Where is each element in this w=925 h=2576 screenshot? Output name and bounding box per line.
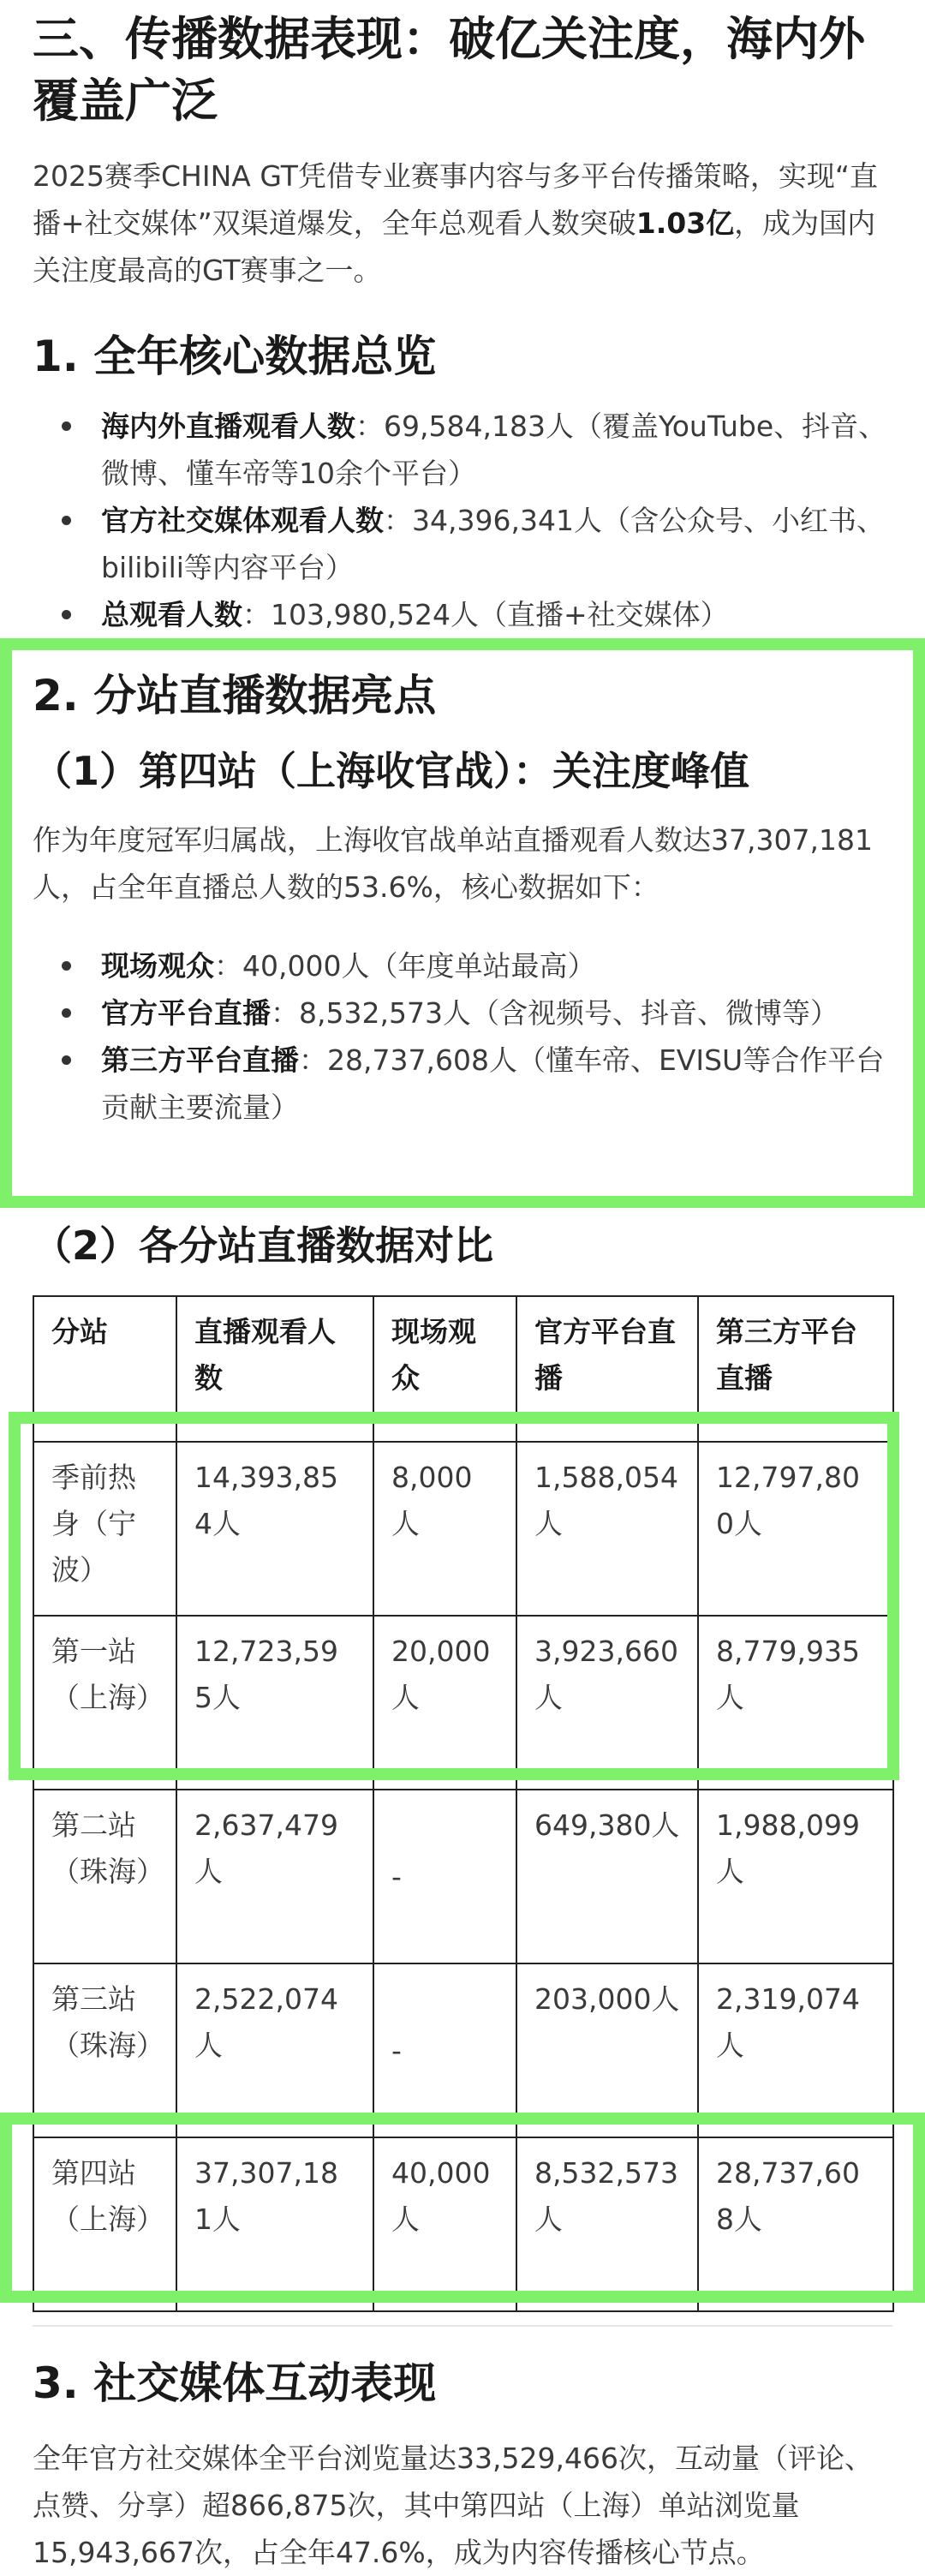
station4-subheading: （1）第四站（上海收官战）：关注度峰值 <box>33 748 750 794</box>
table-header-cell: 官方平台直播 <box>516 1296 698 1442</box>
table-cell: 2,637,479人 <box>176 1790 373 1963</box>
list-item: 现场观众：40,000人（年度单站最高） <box>0 942 925 989</box>
table-row <box>33 1790 893 1963</box>
total-viewers-highlight: 1.03亿 <box>636 206 735 240</box>
table-cell: 1,988,099人 <box>698 1790 893 1963</box>
table-cell: 第二站（珠海） <box>33 1790 176 1963</box>
table-cell: 12,723,595人 <box>176 1616 373 1790</box>
core-data-list <box>0 403 925 638</box>
table-header-row <box>33 1296 893 1442</box>
table-row <box>33 1963 893 2137</box>
table-cell: 第三站（珠海） <box>33 1963 176 2137</box>
table-cell: 8,000人 <box>373 1442 516 1616</box>
social-media-heading: 3. 社交媒体互动表现 <box>33 2358 437 2408</box>
station4-description: 作为年度冠军归属战，上海收官战单站直播观看人数达37,307,181人，占全年直播总人数的53.6%，核心数据如下： <box>33 823 873 904</box>
table-cell: 1,588,054人 <box>516 1442 698 1616</box>
table-header-cell: 分站 <box>33 1296 176 1442</box>
table-cell: 季前热身（宁波） <box>33 1442 176 1616</box>
section-title: 三、传播数据表现：破亿关注度，海内外覆盖广泛 <box>33 12 865 128</box>
table-cell: 37,307,181人 <box>176 2137 373 2311</box>
station-comparison-table <box>33 1295 894 2312</box>
section-divider <box>33 2325 892 2327</box>
list-item: 官方社交媒体观看人数：34,396,341人（含公众号、小红书、bilibili等内容平台） <box>0 497 925 591</box>
list-item: 第三方平台直播：28,737,608人（懂车帝、EVISU等合作平台贡献主要流量） <box>0 1037 925 1131</box>
table-cell: 第四站（上海） <box>33 2137 176 2311</box>
table-cell: 3,923,660人 <box>516 1616 698 1790</box>
table-cell: 649,380人 <box>516 1790 698 1963</box>
list-item: 海内外直播观看人数：69,584,183人（覆盖YouTube、抖音、微博、懂车帝等10余个平台） <box>0 403 925 497</box>
station-highlights-heading: 2. 分站直播数据亮点 <box>33 671 437 720</box>
table-row <box>33 1616 893 1790</box>
table-row <box>33 2137 893 2311</box>
table-cell: 2,319,074人 <box>698 1963 893 2137</box>
table-header-cell: 直播观看人数 <box>176 1296 373 1442</box>
table-row <box>33 1442 893 1616</box>
table-cell: 2,522,074人 <box>176 1963 373 2137</box>
list-item: 总观看人数：103,980,524人（直播+社交媒体） <box>0 591 925 638</box>
table-header-cell: 第三方平台直播 <box>698 1296 893 1442</box>
list-item: 官方平台直播：8,532,573人（含视频号、抖音、微博等） <box>0 989 925 1037</box>
table-cell: - <box>373 1790 516 1963</box>
table-cell: 40,000人 <box>373 2137 516 2311</box>
station4-data-list <box>0 942 925 1131</box>
core-data-heading: 1. 全年核心数据总览 <box>33 332 437 381</box>
comparison-subheading: （2）各分站直播数据对比 <box>33 1222 494 1269</box>
section-intro: 2025赛季CHINA GT凭借专业赛事内容与多平台传播策略，实现“直播+社交媒体”双渠道爆发，全年总观看人数突破1.03亿，成为国内关注度最高的GT赛事之一。 <box>33 159 878 287</box>
table-cell: 8,779,935人 <box>698 1616 893 1790</box>
table-cell: - <box>373 1963 516 2137</box>
table-cell: 第一站（上海） <box>33 1616 176 1790</box>
social-media-description: 全年官方社交媒体全平台浏览量达33,529,466次，互动量（评论、点赞、分享）超866,875次，其中第四站（上海）单站浏览量15,943,667次，占全年47.6%，成为内容传播核心节点。 <box>33 2442 873 2569</box>
table-cell: 14,393,854人 <box>176 1442 373 1616</box>
table-cell: 20,000人 <box>373 1616 516 1790</box>
table-cell: 8,532,573人 <box>516 2137 698 2311</box>
table-cell: 203,000人 <box>516 1963 698 2137</box>
table-cell: 12,797,800人 <box>698 1442 893 1616</box>
table-cell: 28,737,608人 <box>698 2137 893 2311</box>
table-header-cell: 现场观众 <box>373 1296 516 1442</box>
